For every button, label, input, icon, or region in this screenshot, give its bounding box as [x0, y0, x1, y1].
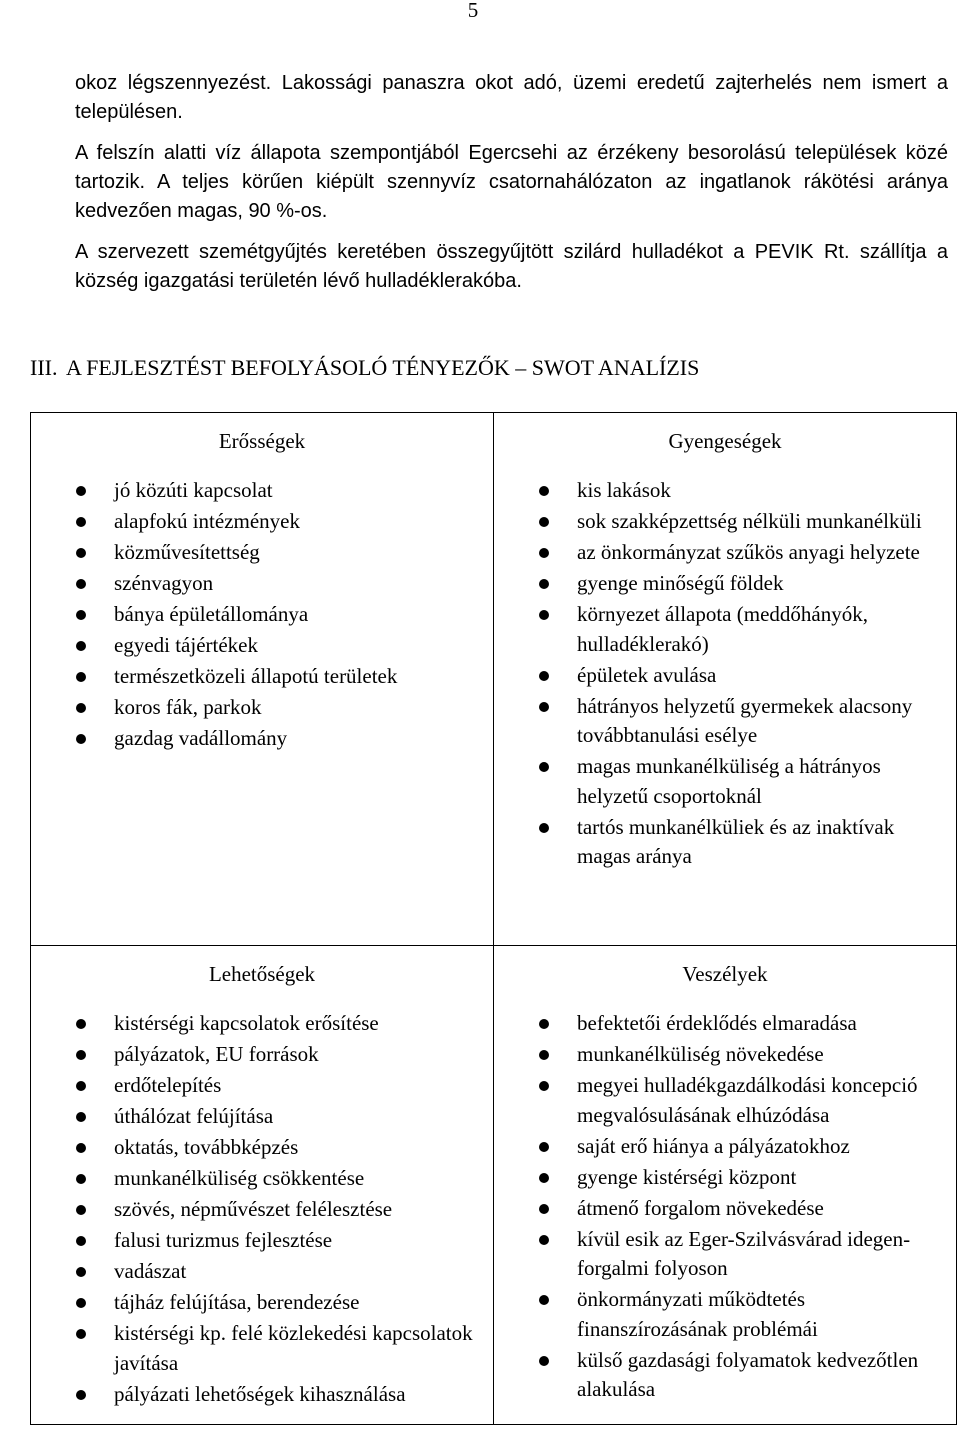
section-number: III. [30, 355, 58, 380]
list-item: koros fák, parkok [31, 693, 493, 723]
list-item: saját erő hiánya a pályázatokhoz [494, 1132, 956, 1162]
list-item: oktatás, továbbképzés [31, 1133, 493, 1163]
list-item: falusi turizmus fejlesztése [31, 1226, 493, 1256]
list-item: tájház felújítása, berendezése [31, 1288, 493, 1318]
list-item: gyenge minőségű földek [494, 569, 956, 599]
list-item: gazdag vadállomány [31, 724, 493, 754]
list-item: természetközeli állapotú területek [31, 662, 493, 692]
paragraph-noise-pollution: okoz légszennyezést. Lakossági panaszra okot adó, üzemi eredetű zajterhelés nem ismert a településen. [75, 72, 948, 123]
list-item: kis lakások [494, 476, 956, 506]
opportunities-cell [31, 946, 494, 1425]
list-item: sok szakképzettség nélküli munkanélküli [494, 507, 956, 537]
weaknesses-title: Gyengeségek [668, 429, 782, 453]
opportunities-title: Lehetőségek [208, 962, 316, 986]
weaknesses-list [494, 476, 956, 872]
strengths-cell [31, 413, 494, 946]
list-item: gyenge kistérségi központ [494, 1163, 956, 1193]
list-item: befektetői érdeklődés elmaradása [494, 1009, 956, 1039]
section-heading [30, 353, 699, 383]
page-number: 5 [467, 0, 479, 22]
list-item: kistérségi kapcsolatok erősítése [31, 1009, 493, 1039]
list-item: az önkormányzat szűkös anyagi helyzete [494, 538, 956, 568]
list-item: kistérségi kp. felé közlekedési kapcsolatok javítása [31, 1319, 493, 1378]
strengths-list [31, 476, 493, 754]
paragraph-groundwater: A felszín alatti víz állapota szempontjából Egercsehi az érzékeny besorolású települések közé tartozik. A teljes körűen kiépült szennyvíz csatornahálózaton az ingatlanok rákötési aránya kedvezően magas, 90 %-os. [75, 142, 948, 222]
threats-cell [494, 946, 957, 1425]
list-item: megyei hulladékgazdálkodási koncepció megvalósulásának elhúzódása [494, 1071, 956, 1130]
list-item: vadászat [31, 1257, 493, 1287]
list-item: külső gazdasági folyamatok kedvezőtlen alakulása [494, 1346, 956, 1405]
list-item: átmenő forgalom növekedése [494, 1194, 956, 1224]
strengths-title: Erősségek [218, 429, 306, 453]
list-item: kívül esik az Eger-Szilvásvárad idegen-forgalmi folyoson [494, 1225, 956, 1284]
section-title: A FEJLESZTÉST BEFOLYÁSOLÓ TÉNYEZŐK – SWOT ANALÍZIS [66, 355, 700, 380]
list-item: magas munkanélküliség a hátrányos helyzetű csoportoknál [494, 752, 956, 811]
list-item: szénvagyon [31, 569, 493, 599]
threats-title: Veszélyek [682, 962, 768, 986]
list-item: hátrányos helyzetű gyermekek alacsony továbbtanulási esélye [494, 692, 956, 751]
list-item: jó közúti kapcsolat [31, 476, 493, 506]
paragraph-waste-collection: A szervezett szemétgyűjtés keretében összegyűjtött szilárd hulladékot a PEVIK Rt. szállítja a község igazgatási területén lévő hulladéklerakóba. [75, 241, 948, 292]
threats-list [494, 1009, 956, 1405]
list-item: munkanélküliség növekedése [494, 1040, 956, 1070]
list-item: munkanélküliség csökkentése [31, 1164, 493, 1194]
list-item: közművesítettség [31, 538, 493, 568]
list-item: tartós munkanélküliek és az inaktívak magas aránya [494, 813, 956, 872]
list-item: úthálózat felújítása [31, 1102, 493, 1132]
list-item: épületek avulása [494, 661, 956, 691]
list-item: alapfokú intézmények [31, 507, 493, 537]
list-item: pályázati lehetőségek kihasználása [31, 1380, 493, 1410]
list-item: bánya épületállománya [31, 600, 493, 630]
list-item: egyedi tájértékek [31, 631, 493, 661]
list-item: önkormányzati működtetés finanszírozásának problémái [494, 1285, 956, 1344]
list-item: pályázatok, EU források [31, 1040, 493, 1070]
list-item: szövés, népművészet felélesztése [31, 1195, 493, 1225]
list-item: környezet állapota (meddőhányók, hulladéklerakó) [494, 600, 956, 659]
opportunities-list [31, 1009, 493, 1409]
weaknesses-cell [494, 413, 957, 946]
list-item: erdőtelepítés [31, 1071, 493, 1101]
swot-table [30, 412, 957, 1425]
